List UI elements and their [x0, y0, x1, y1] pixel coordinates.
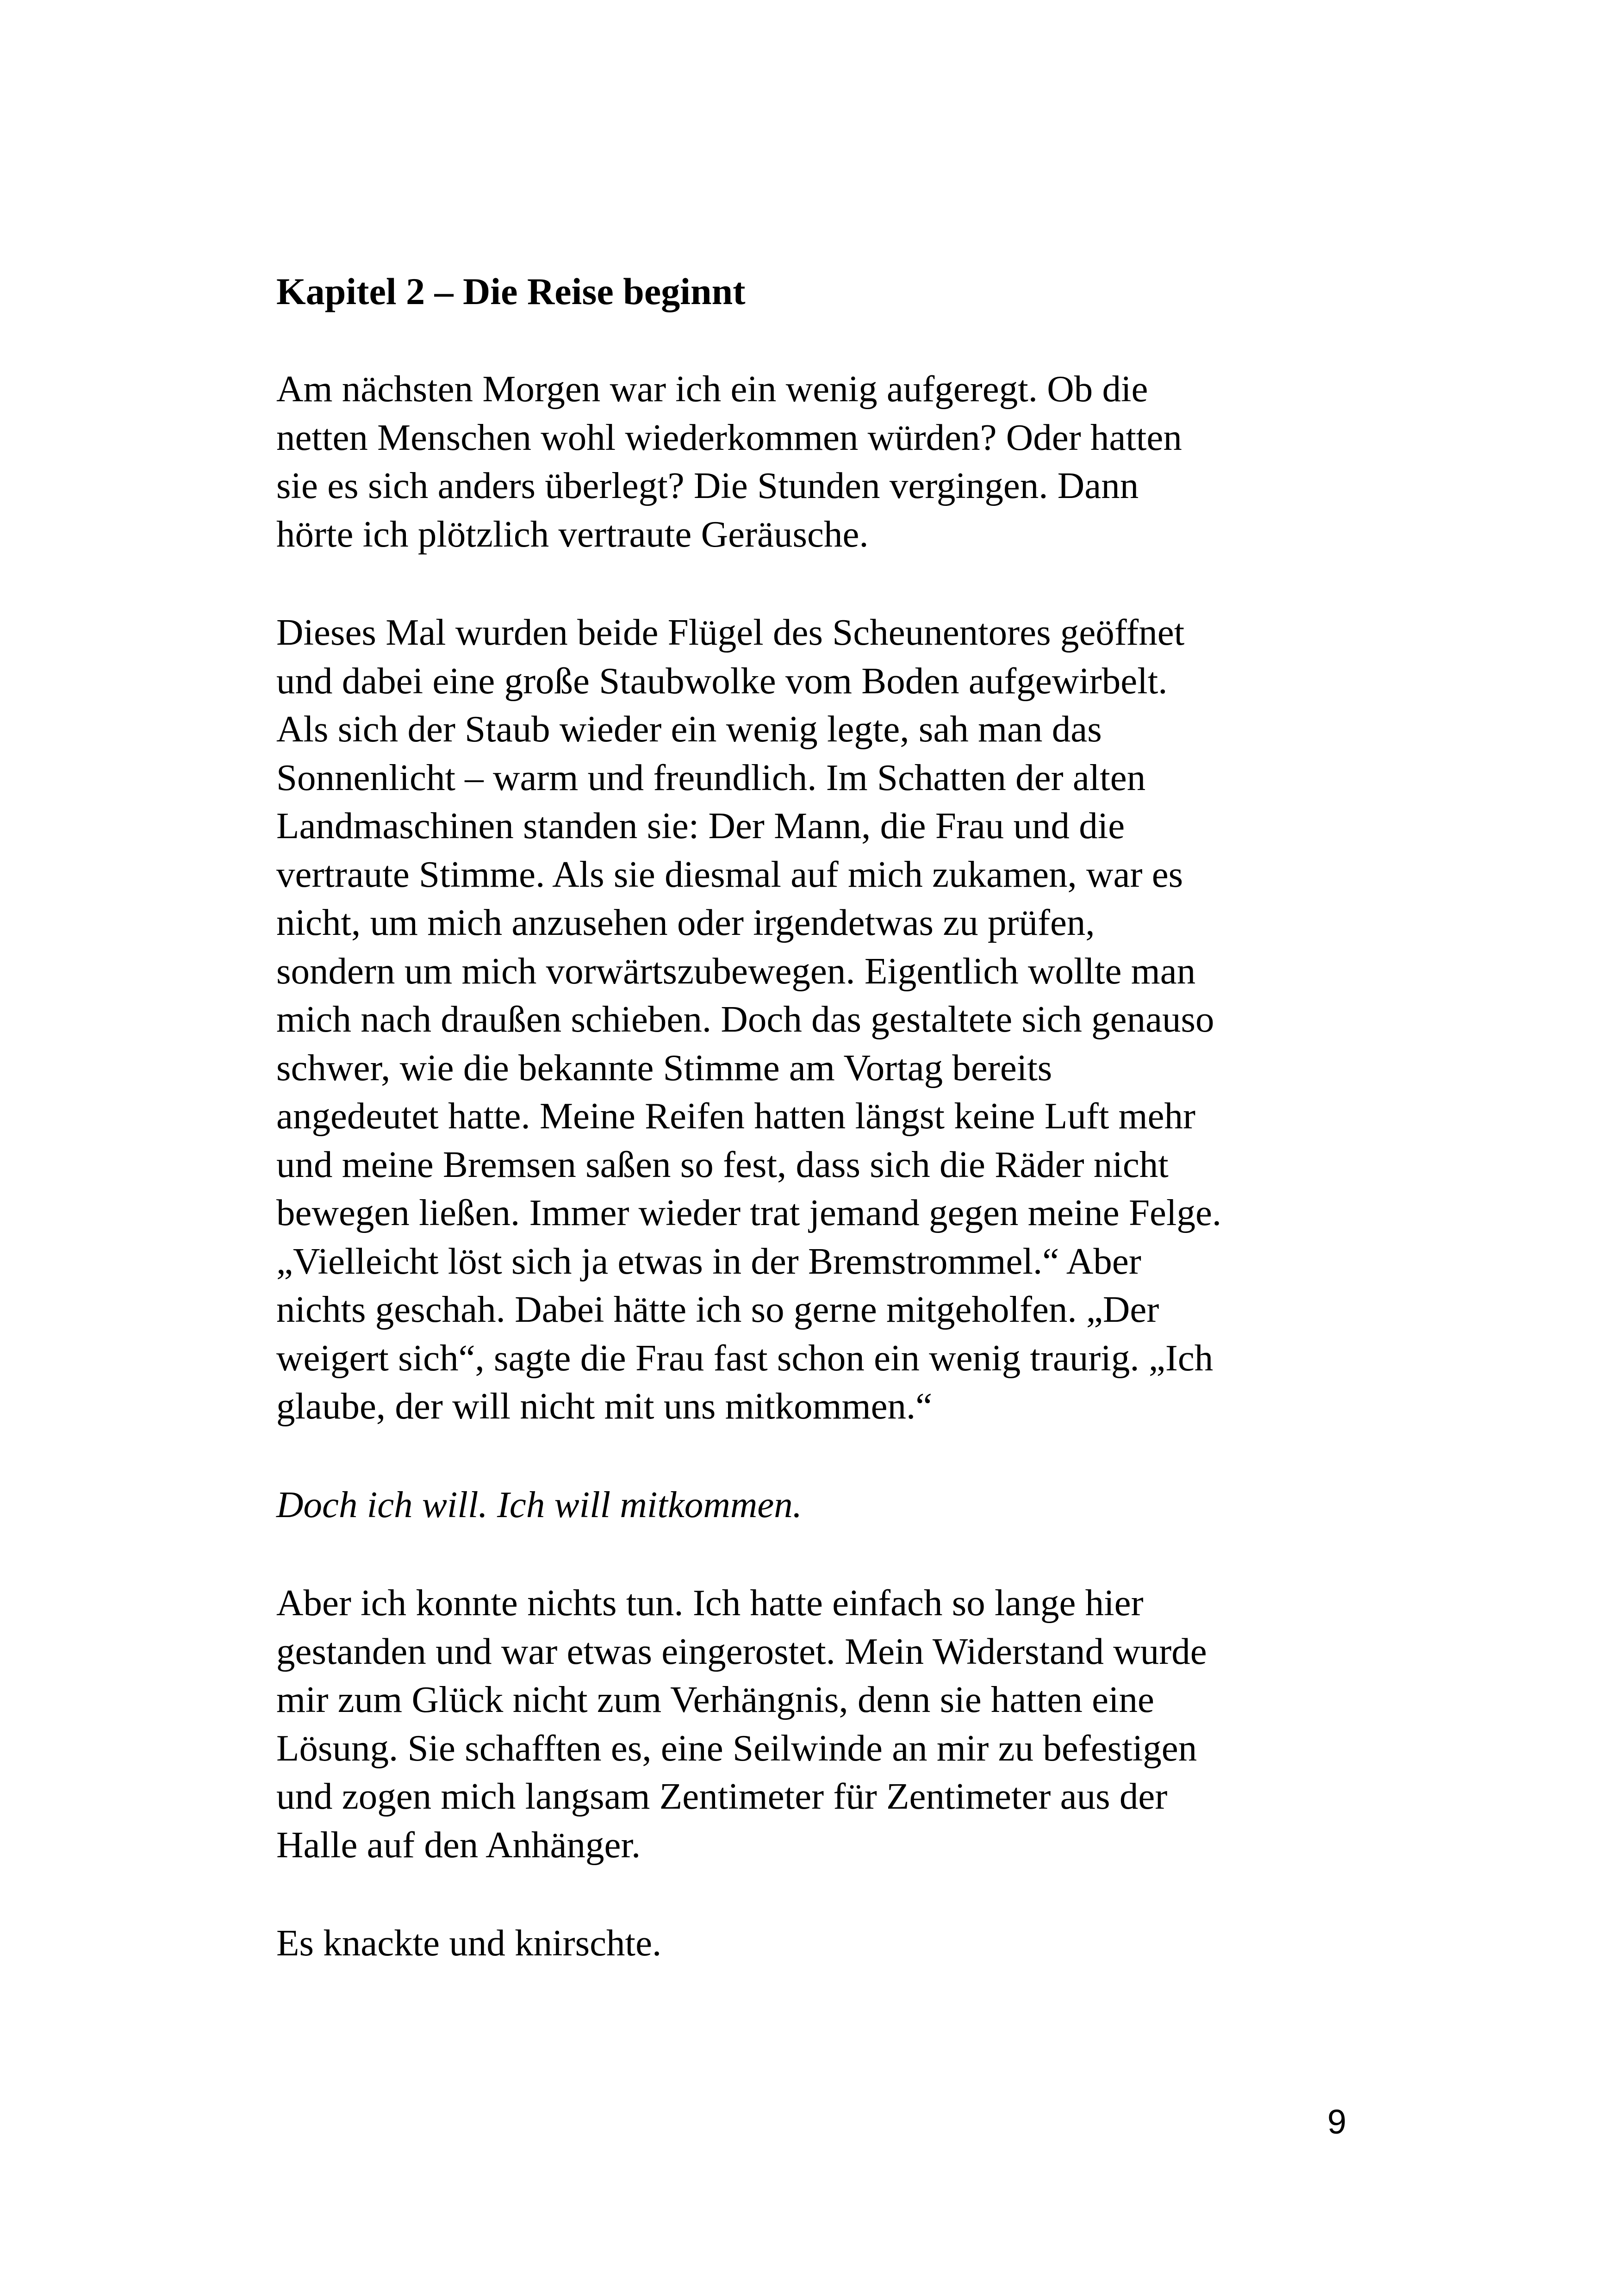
text-line: und meine Bremsen saßen so fest, dass sich die Räder nicht [276, 1143, 1169, 1185]
text-line: bewegen ließen. Immer wieder trat jemand gegen meine Felge. [276, 1192, 1222, 1233]
paragraph [276, 608, 1369, 1431]
text-line: Halle auf den Anhänger. [276, 1823, 641, 1866]
text-line: Landmaschinen standen sie: Der Mann, die Frau und die [276, 805, 1125, 846]
text-line: Am nächsten Morgen war ich ein wenig aufgeregt. Ob die [276, 368, 1148, 410]
text-line: nicht, um mich anzusehen oder irgendetwas zu prüfen, [276, 902, 1095, 943]
text-line: sondern um mich vorwärtszubewegen. Eigentlich wollte man [276, 950, 1196, 992]
text-line: Als sich der Staub wieder ein wenig legte, sah man das [276, 708, 1102, 750]
text-line: Sonnenlicht – warm und freundlich. Im Schatten der alten [276, 756, 1146, 798]
text-line: „Vielleicht löst sich ja etwas in der Bremstrommel.“ Aber [276, 1240, 1141, 1282]
paragraph [276, 365, 1369, 558]
text-line: Doch ich will. Ich will mitkommen. [276, 1483, 803, 1525]
page-body [276, 268, 1369, 2017]
text-line: mir zum Glück nicht zum Verhängnis, denn sie hatten eine [276, 1679, 1155, 1720]
text-line: Es knackte und knirschte. [276, 1922, 662, 1964]
page-number: 9 [1327, 2103, 1347, 2141]
paragraph-container [276, 365, 1369, 1967]
text-line: angedeutet hatte. Meine Reifen hatten längst keine Luft mehr [276, 1095, 1196, 1137]
text-line: Lösung. Sie schafften es, eine Seilwinde an mir zu befestigen [276, 1727, 1197, 1769]
italic-paragraph [276, 1481, 1369, 1529]
text-line: hörte ich plötzlich vertraute Geräusche. [276, 513, 869, 555]
text-line: und dabei eine große Staubwolke vom Boden aufgewirbelt. [276, 660, 1168, 702]
text-line: netten Menschen wohl wiederkommen würden? Oder hatten [276, 416, 1182, 458]
chapter-title: Kapitel 2 – Die Reise beginnt [276, 270, 746, 312]
text-line: mich nach draußen schieben. Doch das gestaltete sich genauso [276, 998, 1214, 1040]
text-line: weigert sich“, sagte die Frau fast schon ein wenig traurig. „Ich [276, 1337, 1214, 1379]
text-line: und zogen mich langsam Zentimeter für Zentimeter aus der [276, 1775, 1168, 1817]
text-line: Aber ich konnte nichts tun. Ich hatte einfach so lange hier [276, 1582, 1144, 1624]
text-line: gestanden und war etwas eingerostet. Mein Widerstand wurde [276, 1630, 1207, 1672]
text-line: schwer, wie die bekannte Stimme am Vortag bereits [276, 1046, 1052, 1089]
paragraph [276, 1919, 1369, 1967]
text-line: nichts geschah. Dabei hätte ich so gerne mitgeholfen. „Der [276, 1288, 1159, 1330]
text-line: glaube, der will nicht mit uns mitkommen.“ [276, 1385, 933, 1427]
text-line: Dieses Mal wurden beide Flügel des Scheunentores geöffnet [276, 611, 1185, 653]
text-line: vertraute Stimme. Als sie diesmal auf mich zukamen, war es [276, 853, 1183, 895]
paragraph [276, 1579, 1369, 1869]
text-line: sie es sich anders überlegt? Die Stunden vergingen. Dann [276, 465, 1139, 506]
